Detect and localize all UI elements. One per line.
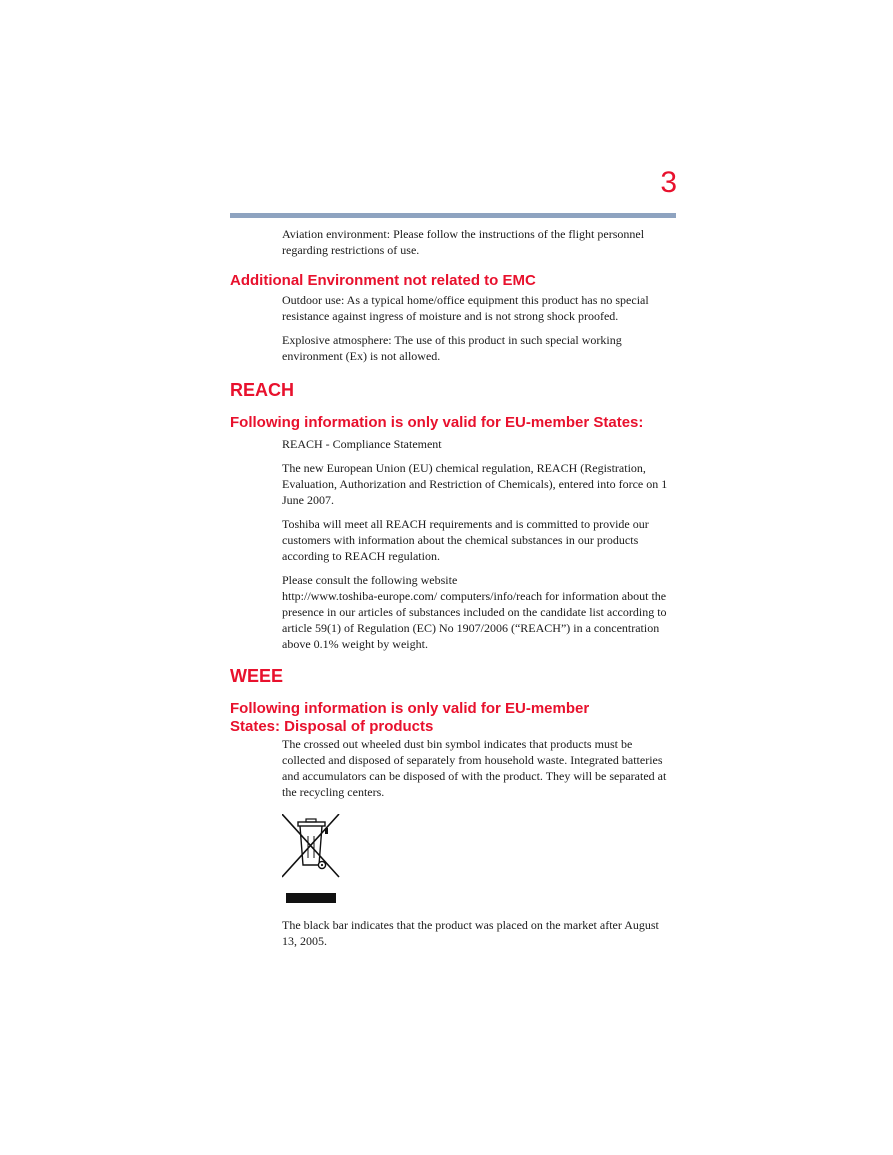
explosive-paragraph: Explosive atmosphere: The use of this product in such special working environment (Ex) is not allowed. xyxy=(282,333,622,363)
weee-subheading-line1: Following information is only valid for EU-member xyxy=(230,700,590,717)
weee-heading: WEEE xyxy=(230,666,284,686)
reach-p3-line1: Please consult the following website xyxy=(282,573,458,587)
aviation-paragraph: Aviation environment: Please follow the instructions of the flight personnel regarding restrictions of use. xyxy=(282,227,645,257)
aviation-block xyxy=(282,226,676,258)
reach-compliance: REACH - Compliance Statement xyxy=(282,437,442,451)
reach-paragraph-3 xyxy=(282,572,676,652)
additional-env-block xyxy=(282,292,676,364)
weee-paragraph-1: The crossed out wheeled dust bin symbol indicates that products must be collected and disposed of separately from household waste. Integrated batteries and accumulators can be disposed of with the product. They will be separated at the recycling centers. xyxy=(282,737,667,799)
weee-block xyxy=(282,736,676,949)
page-content xyxy=(230,226,676,957)
weee-symbol xyxy=(282,814,676,903)
outdoor-paragraph: Outdoor use: As a typical home/office equipment this product has no special resistance against ingress of moisture and is not strong shock proofed. xyxy=(282,293,649,323)
reach-heading: REACH xyxy=(230,380,295,400)
reach-paragraph-2: Toshiba will meet all REACH requirements and is committed to provide our customers with information about the chemical substances in our products according to REACH regulation. xyxy=(282,517,649,563)
crossed-bin-icon xyxy=(282,814,342,880)
weee-paragraph-2: The black bar indicates that the product was placed on the market after August 13, 2005. xyxy=(282,918,659,948)
weee-subheading-line2: States: Disposal of products xyxy=(230,718,434,735)
additional-env-heading: Additional Environment not related to EMC xyxy=(230,272,536,289)
reach-block xyxy=(282,436,676,652)
reach-subheading: Following information is only valid for EU-member States: xyxy=(230,414,644,431)
weee-subheading xyxy=(230,700,676,736)
reach-p3-rest: http://www.toshiba-europe.com/ computers/info/reach for information about the presence in our articles of substances included on the candidate list according to article 59(1) of Regulation (EC) No 1907/2006 (“REACH”) in a concentration above 0.1% weight by weight. xyxy=(282,589,667,651)
reach-paragraph-1: The new European Union (EU) chemical regulation, REACH (Registration, Evaluation, Authorization and Restriction of Chemicals), entered into force on 1 June 2007. xyxy=(282,461,668,507)
page-number: 3 xyxy=(660,166,677,199)
black-bar xyxy=(286,893,336,903)
header-rule xyxy=(230,213,676,218)
